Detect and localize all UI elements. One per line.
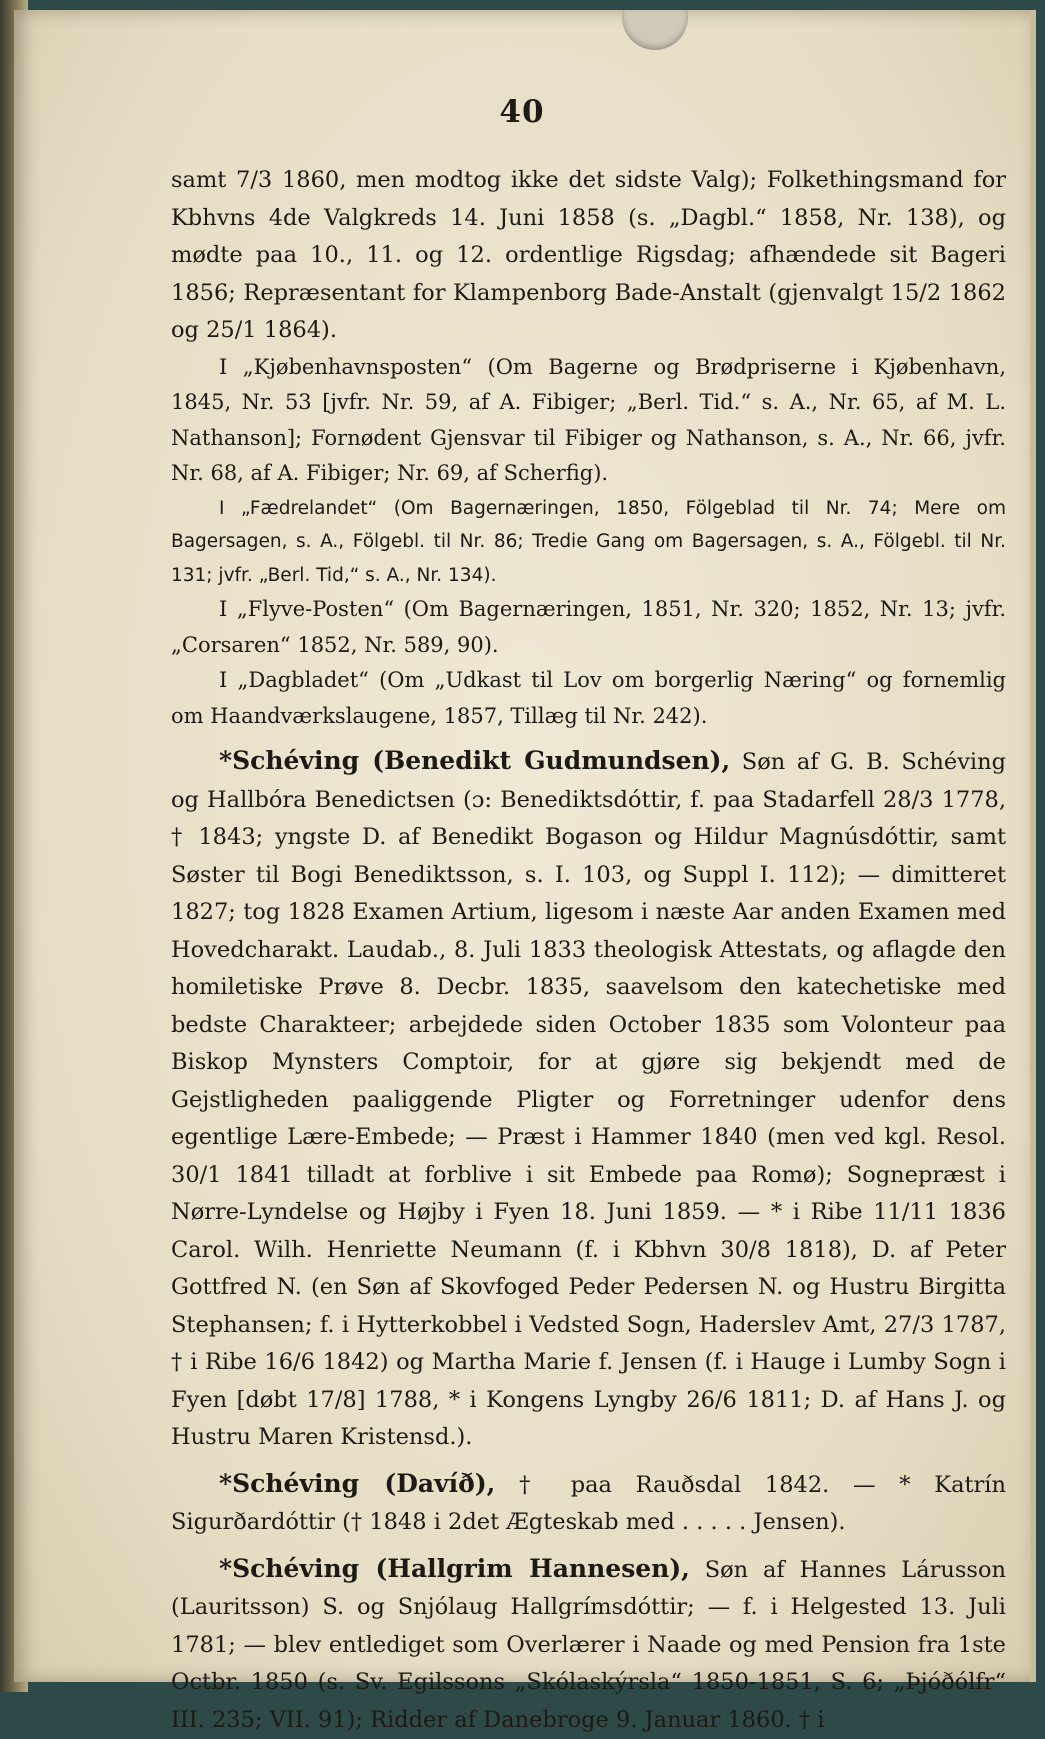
entry-text: Søn af G. B. Schéving og Hallbóra Benedictsen (ɔ: Benediktsdóttir, f. paa Stadarfell 28/3 1778, † 1843; yngste D. af Benedikt Bogason og Hildur Magnúsdóttir, samt Søster til Bogi Benediktsson, s. I. 103, og Suppl I. 112); — dimitteret 1827; tog 1828 Examen Artium, ligesom i næste Aar anden Examen med Hovedcharakt. Laudab., 8. Juli 1833 theologisk Attestats, og aflagde den homiletiske Prøve 8. Decbr. 1835, saavelsom den katechetiske med bedste Charakteer; arbejdede siden October 1835 som Volonteur paa Biskop Mynsters Comptoir, for at gjøre sig bekjendt med de Gejstligheden paaliggende Pligter og Forretninger udenfor dens egentlige Lære-Embede; — Præst i Hammer 1840 (men ved kgl. Resol. 30/1 1841 tilladt at forblive i sit Embede paa Romø); Sognepræst i Nørre-Lyndelse og Højby i Fyen 18. Juni 1859. — * i Ribe 11/11 1836 Carol. Wilh. Henriette Neumann (f. i Kbhvn 30/8 1818), D. af Peter Gottfred N. (en Søn af Skovfoged Peder Pedersen N. og Hustru Birgitta Stephansen; f. i Hytterkobbel i Vedsted Sogn, Haderslev Amt, 27/3 1787, † i Ribe 16/6 1842) og Martha Marie f. Jensen (f. i Hauge i Lumby Sogn i Fyen [døbt 17/8] 1788, * i Kongens Lyngby 26/6 1811; D. af Hans J. og Hustru Maren Kristensd.). xyxy=(171,749,1006,1450)
paragraph: I „Fædrelandet“ (Om Bagernæringen, 1850, Fölgeblad til Nr. 74; Mere om Bagersagen, s. A., Fölgebl. til Nr. 86; Tredie Gang om Bagersagen, s. A., Fölgebl. til Nr. 131; jvfr. „Berl. Tid,“ s. A., Nr. 134). xyxy=(171,492,1006,593)
paragraph: samt 7/3 1860, men modtog ikke det sidste Valg); Folkethingsmand for Kbhvns 4de Valgkreds 14. Juni 1858 (s. „Dagbl.“ 1858, Nr. 138), og mødte paa 10., 11. og 12. ordentlige Rigsdag; afhændede sit Bageri 1856; Repræsentant for Klampenborg Bade-Anstalt (gjenvalgt 15/2 1862 og 25/1 1864). xyxy=(171,162,1006,350)
entry-text: † paa Rauðsdal 1842. — * Katrín Sigurðardóttir († 1848 i 2det Ægteskab med . . . . . Jensen). xyxy=(171,1472,1006,1536)
paragraph: I „Flyve-Posten“ (Om Bagernæringen, 1851, Nr. 320; 1852, Nr. 13; jvfr. „Corsaren“ 1852, Nr. 589, 90). xyxy=(171,592,1006,663)
entry-text: Søn af Hannes Lárusson (Lauritsson) S. og Snjólaug Hallgrímsdóttir; — f. i Helgested 13. Juli 1781; — blev entlediget som Overlærer i Naade og med Pension fra 1ste Octbr. 1850 (s. Sv. Egilssons „Skólaskýrsla“ 1850-1851, S. 6; „Þjóðólfr“ III. 235; VII. 91); Ridder af Danebroge 9. Januar 1860. † i xyxy=(171,1557,1006,1733)
biography-entry xyxy=(171,742,1006,1457)
page-text xyxy=(171,162,1006,1739)
biography-entry xyxy=(171,1465,1006,1542)
entry-heading: *Schéving (Hallgrim Hannesen), xyxy=(219,1554,690,1583)
page-clip xyxy=(622,10,688,50)
paragraph: I „Dagbladet“ (Om „Udkast til Lov om borgerlig Næring“ og fornemlig om Haandværkslaugene, 1857, Tillæg til Nr. 242). xyxy=(171,663,1006,734)
biography-entry xyxy=(171,1550,1006,1739)
paragraph: I „Kjøbenhavnsposten“ (Om Bagerne og Brødpriserne i Kjøbenhavn, 1845, Nr. 53 [jvfr. Nr. 59, af A. Fibiger; „Berl. Tid.“ s. A., Nr. 65, af M. L. Nathanson]; Fornødent Gjensvar til Fibiger og Nathanson, s. A., Nr. 66, jvfr. Nr. 68, af A. Fibiger; Nr. 69, af Scherfig). xyxy=(171,350,1006,492)
entry-heading: *Schéving (Benedikt Gudmundsen), xyxy=(219,746,730,775)
entry-heading: *Schéving (Davíð), xyxy=(219,1469,495,1498)
book-page xyxy=(14,10,1036,1682)
page-number: 40 xyxy=(14,94,1030,130)
